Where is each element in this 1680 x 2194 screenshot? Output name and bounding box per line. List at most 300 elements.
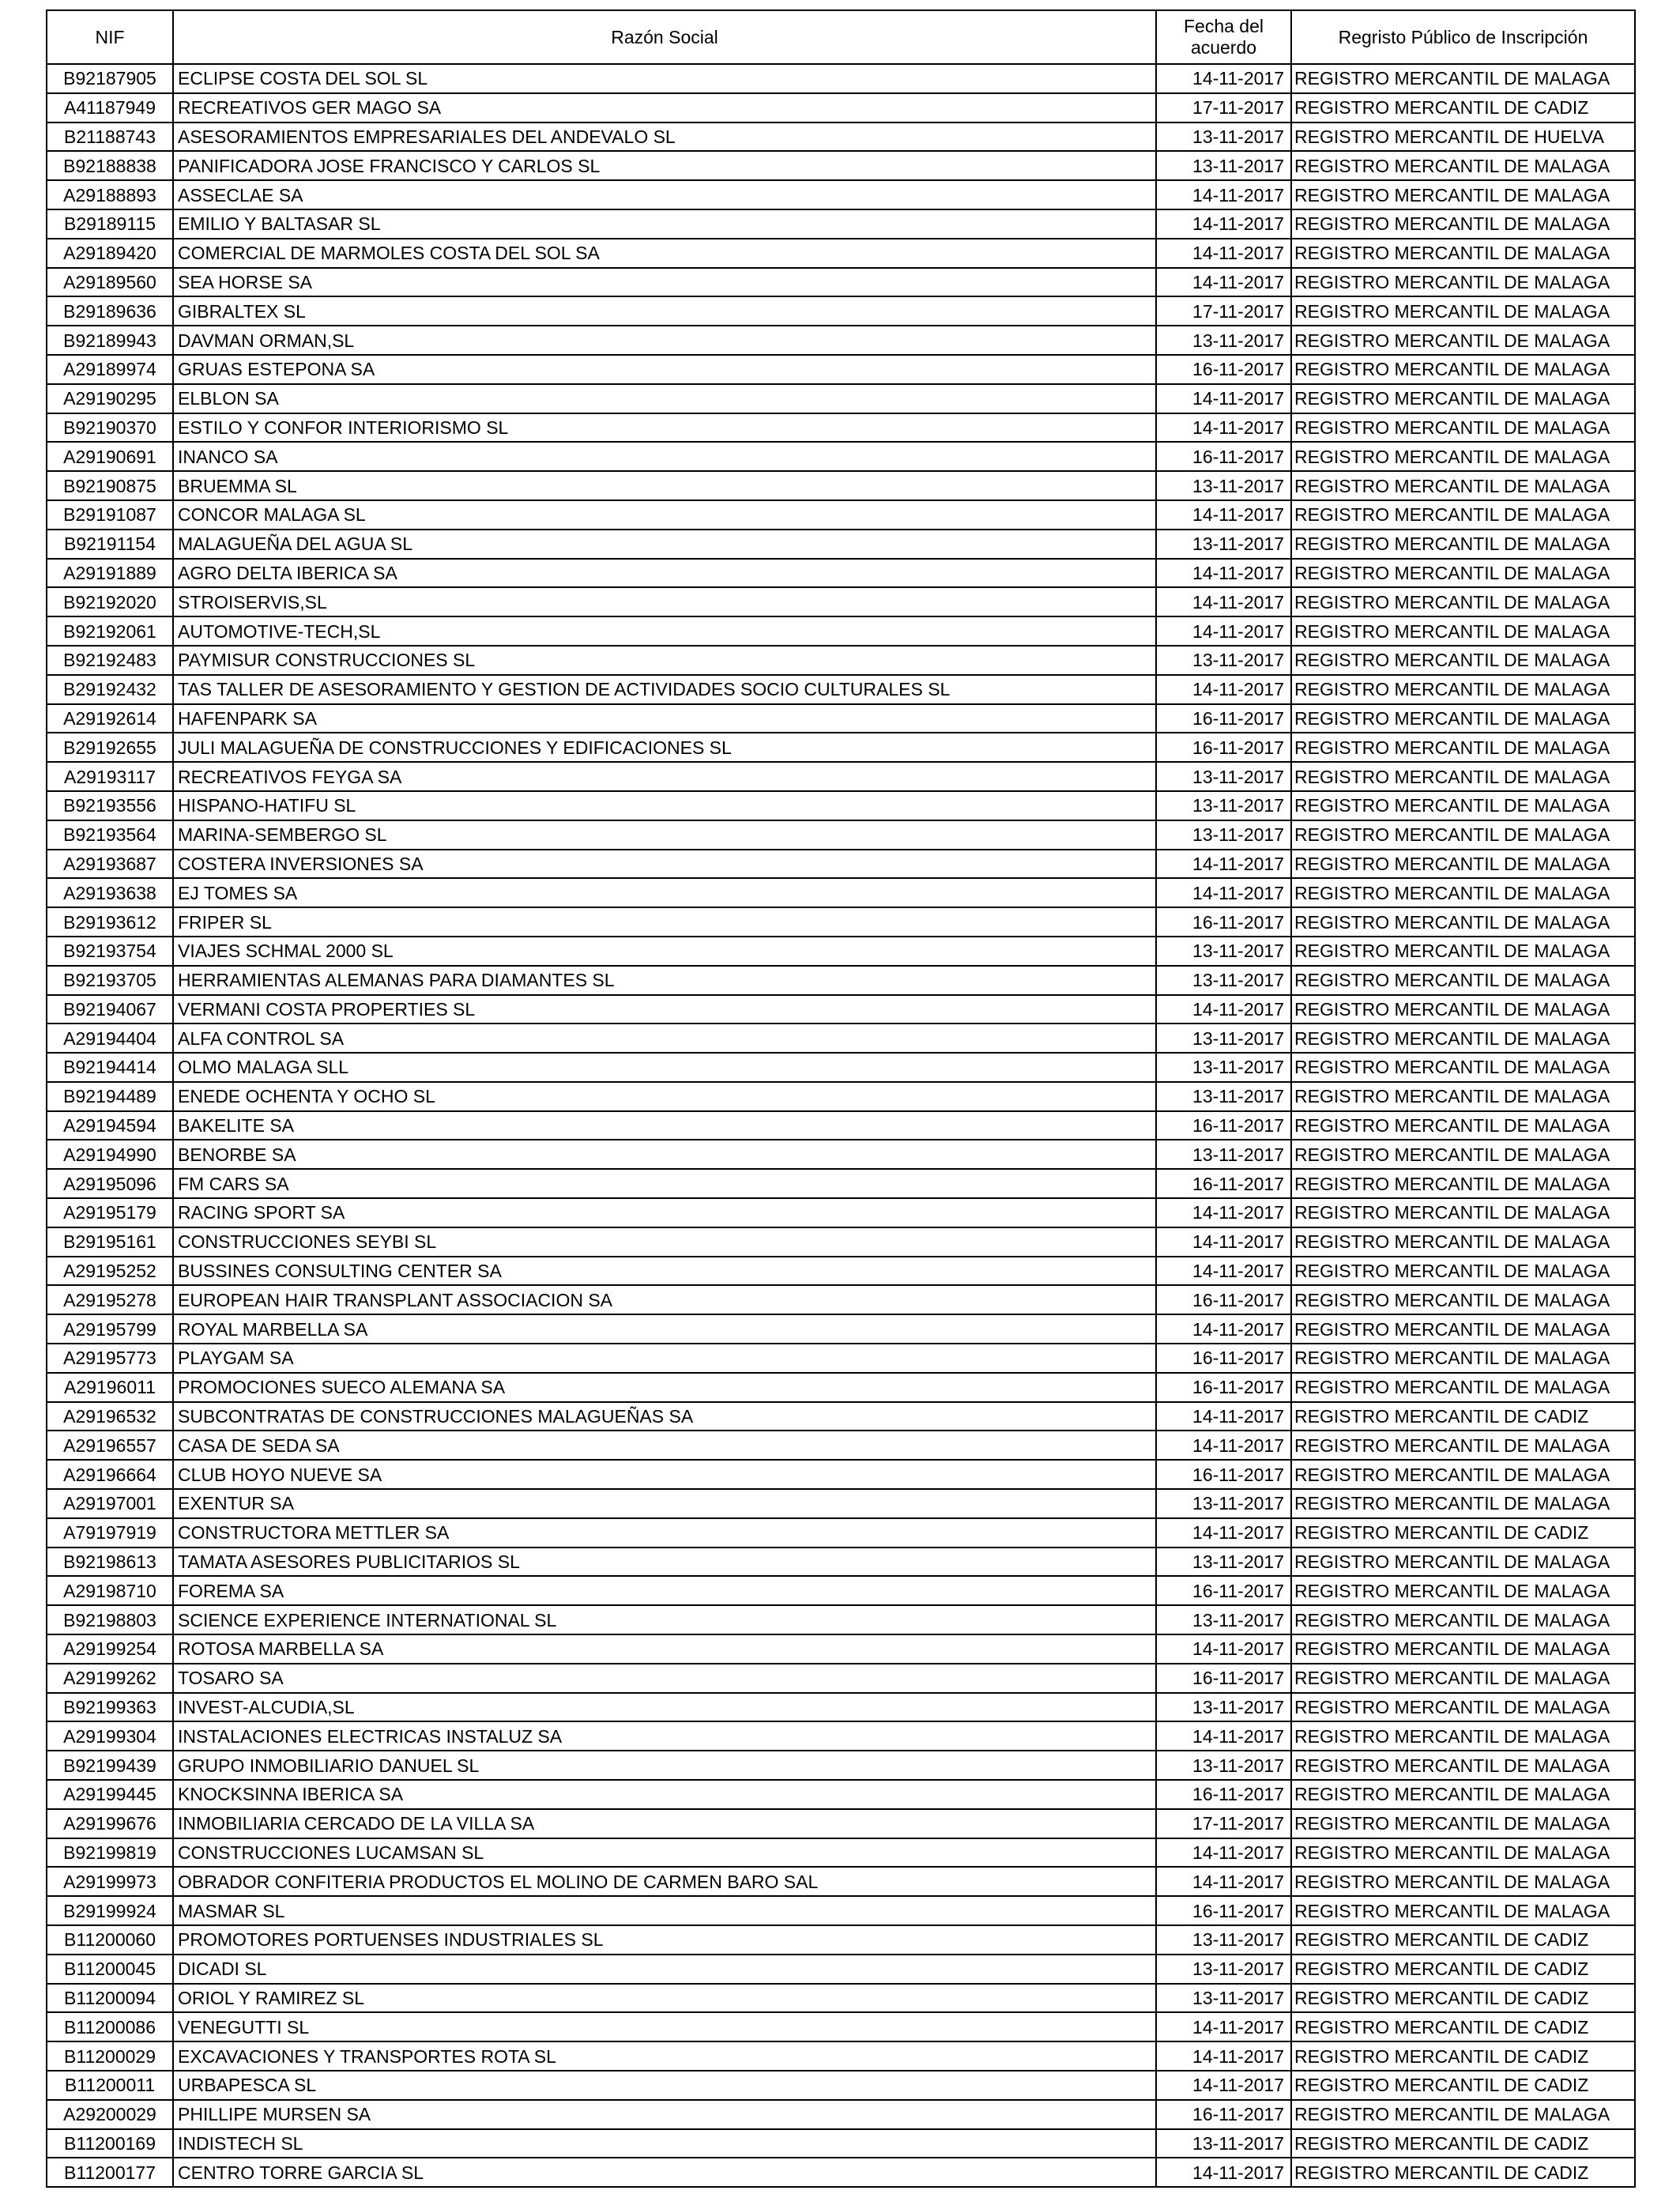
nif-cell: B92193705: [47, 966, 173, 995]
nif-cell: B92193556: [47, 791, 173, 820]
registro-cell: REGISTRO MERCANTIL DE MALAGA: [1291, 355, 1635, 384]
razon-social-cell: PAYMISUR CONSTRUCCIONES SL: [173, 646, 1156, 675]
header-razon-social: Razón Social: [173, 10, 1156, 64]
fecha-cell: 14-11-2017: [1156, 1314, 1291, 1344]
razon-social-cell: HISPANO-HATIFU SL: [173, 791, 1156, 820]
registro-cell: REGISTRO MERCANTIL DE CADIZ: [1291, 2158, 1635, 2187]
registro-cell: REGISTRO MERCANTIL DE MALAGA: [1291, 704, 1635, 733]
registro-cell: REGISTRO MERCANTIL DE MALAGA: [1291, 1140, 1635, 1169]
table-row: [47, 1867, 1635, 1896]
table-row: [47, 762, 1635, 791]
fecha-cell: 13-11-2017: [1156, 1751, 1291, 1780]
table-row: [47, 675, 1635, 704]
nif-cell: B92193754: [47, 937, 173, 966]
registro-cell: REGISTRO MERCANTIL DE MALAGA: [1291, 1373, 1635, 1402]
table-row: [47, 1809, 1635, 1838]
fecha-cell: 16-11-2017: [1156, 442, 1291, 471]
fecha-cell: 14-11-2017: [1156, 384, 1291, 413]
razon-social-cell: HAFENPARK SA: [173, 704, 1156, 733]
table-row: [47, 413, 1635, 443]
table-row: [47, 1751, 1635, 1780]
registro-cell: REGISTRO MERCANTIL DE CADIZ: [1291, 2071, 1635, 2100]
nif-cell: A29195096: [47, 1169, 173, 1198]
nif-cell: B11200177: [47, 2158, 173, 2187]
registro-cell: REGISTRO MERCANTIL DE MALAGA: [1291, 1780, 1635, 1809]
table-row: [47, 2012, 1635, 2041]
header-fecha-acuerdo: [1156, 10, 1291, 64]
fecha-cell: 13-11-2017: [1156, 471, 1291, 500]
registro-cell: REGISTRO MERCANTIL DE MALAGA: [1291, 1664, 1635, 1693]
table-row: [47, 1576, 1635, 1605]
registro-cell: REGISTRO MERCANTIL DE MALAGA: [1291, 1634, 1635, 1664]
razon-social-cell: EUROPEAN HAIR TRANSPLANT ASSOCIACION SA: [173, 1285, 1156, 1314]
fecha-cell: 16-11-2017: [1156, 1169, 1291, 1198]
nif-cell: A29189560: [47, 268, 173, 297]
registro-cell: REGISTRO MERCANTIL DE MALAGA: [1291, 209, 1635, 239]
table-row: [47, 93, 1635, 123]
nif-cell: A41187949: [47, 93, 173, 123]
nif-cell: B92194489: [47, 1082, 173, 1111]
nif-cell: A29194594: [47, 1111, 173, 1140]
nif-cell: A29195179: [47, 1198, 173, 1227]
razon-social-cell: DAVMAN ORMAN,SL: [173, 326, 1156, 355]
razon-social-cell: BRUEMMA SL: [173, 471, 1156, 500]
razon-social-cell: PHILLIPE MURSEN SA: [173, 2100, 1156, 2129]
nif-cell: B11200060: [47, 1925, 173, 1955]
table-row: [47, 733, 1635, 762]
nif-cell: B92194414: [47, 1053, 173, 1082]
nif-cell: A29200029: [47, 2100, 173, 2129]
nif-cell: B92190875: [47, 471, 173, 500]
table-row: [47, 64, 1635, 93]
registro-cell: REGISTRO MERCANTIL DE MALAGA: [1291, 1082, 1635, 1111]
nif-cell: B29195161: [47, 1227, 173, 1257]
razon-social-cell: ROTOSA MARBELLA SA: [173, 1634, 1156, 1664]
nif-cell: A29199445: [47, 1780, 173, 1809]
registro-cell: REGISTRO MERCANTIL DE MALAGA: [1291, 559, 1635, 588]
razon-social-cell: OBRADOR CONFITERIA PRODUCTOS EL MOLINO DE CARMEN BARO SAL: [173, 1867, 1156, 1896]
table-row: [47, 2071, 1635, 2100]
nif-cell: A29199262: [47, 1664, 173, 1693]
fecha-cell: 14-11-2017: [1156, 1867, 1291, 1896]
nif-cell: A29199973: [47, 1867, 173, 1896]
table-row: [47, 1257, 1635, 1286]
registro-cell: REGISTRO MERCANTIL DE MALAGA: [1291, 1867, 1635, 1896]
table-row: [47, 1431, 1635, 1460]
fecha-cell: 14-11-2017: [1156, 675, 1291, 704]
registro-cell: REGISTRO MERCANTIL DE MALAGA: [1291, 413, 1635, 443]
nif-cell: B92187905: [47, 64, 173, 93]
fecha-cell: 13-11-2017: [1156, 937, 1291, 966]
registro-cell: REGISTRO MERCANTIL DE CADIZ: [1291, 1925, 1635, 1955]
fecha-cell: 17-11-2017: [1156, 93, 1291, 123]
table-row: [47, 1227, 1635, 1257]
razon-social-cell: MALAGUEÑA DEL AGUA SL: [173, 530, 1156, 559]
registro-cell: REGISTRO MERCANTIL DE MALAGA: [1291, 1693, 1635, 1722]
header-fecha-line2: acuerdo: [1190, 37, 1257, 58]
registro-cell: REGISTRO MERCANTIL DE MALAGA: [1291, 326, 1635, 355]
table-row: [47, 530, 1635, 559]
table-row: [47, 1896, 1635, 1925]
registro-cell: REGISTRO MERCANTIL DE MALAGA: [1291, 1460, 1635, 1489]
registro-cell: REGISTRO MERCANTIL DE MALAGA: [1291, 820, 1635, 850]
nif-cell: B29189636: [47, 296, 173, 326]
fecha-cell: 16-11-2017: [1156, 1780, 1291, 1809]
nif-cell: B11200086: [47, 2012, 173, 2041]
nif-cell: A29191889: [47, 559, 173, 588]
fecha-cell: 14-11-2017: [1156, 180, 1291, 209]
razon-social-cell: CENTRO TORRE GARCIA SL: [173, 2158, 1156, 2187]
fecha-cell: 13-11-2017: [1156, 1489, 1291, 1518]
razon-social-cell: RACING SPORT SA: [173, 1198, 1156, 1227]
razon-social-cell: EMILIO Y BALTASAR SL: [173, 209, 1156, 239]
registro-cell: REGISTRO MERCANTIL DE MALAGA: [1291, 1838, 1635, 1868]
table-row: [47, 2100, 1635, 2129]
fecha-cell: 16-11-2017: [1156, 907, 1291, 937]
registro-cell: REGISTRO MERCANTIL DE MALAGA: [1291, 1053, 1635, 1082]
razon-social-cell: FM CARS SA: [173, 1169, 1156, 1198]
fecha-cell: 13-11-2017: [1156, 123, 1291, 152]
fecha-cell: 16-11-2017: [1156, 1373, 1291, 1402]
nif-cell: B29199924: [47, 1896, 173, 1925]
razon-social-cell: BAKELITE SA: [173, 1111, 1156, 1140]
fecha-cell: 14-11-2017: [1156, 239, 1291, 268]
nif-cell: A29189420: [47, 239, 173, 268]
registro-cell: REGISTRO MERCANTIL DE MALAGA: [1291, 616, 1635, 646]
registro-cell: REGISTRO MERCANTIL DE MALAGA: [1291, 2100, 1635, 2129]
fecha-cell: 16-11-2017: [1156, 1896, 1291, 1925]
nif-cell: A79197919: [47, 1518, 173, 1547]
table-row: [47, 1925, 1635, 1955]
nif-cell: B92199363: [47, 1693, 173, 1722]
table-row: [47, 878, 1635, 907]
table-row: [47, 384, 1635, 413]
table-row: [47, 1634, 1635, 1664]
nif-cell: B11200045: [47, 1955, 173, 1984]
fecha-cell: 16-11-2017: [1156, 2100, 1291, 2129]
table-row: [47, 1838, 1635, 1868]
registro-cell: REGISTRO MERCANTIL DE MALAGA: [1291, 587, 1635, 616]
razon-social-cell: ESTILO Y CONFOR INTERIORISMO SL: [173, 413, 1156, 443]
nif-cell: A29190295: [47, 384, 173, 413]
fecha-cell: 14-11-2017: [1156, 1198, 1291, 1227]
razon-social-cell: TAMATA ASESORES PUBLICITARIOS SL: [173, 1547, 1156, 1577]
registro-cell: REGISTRO MERCANTIL DE MALAGA: [1291, 239, 1635, 268]
table-row: [47, 2041, 1635, 2071]
fecha-cell: 16-11-2017: [1156, 1285, 1291, 1314]
registro-cell: REGISTRO MERCANTIL DE MALAGA: [1291, 733, 1635, 762]
table-row: [47, 791, 1635, 820]
table-row: [47, 1780, 1635, 1809]
razon-social-cell: BENORBE SA: [173, 1140, 1156, 1169]
registro-cell: REGISTRO MERCANTIL DE CADIZ: [1291, 1955, 1635, 1984]
header-fecha-line1: Fecha del: [1183, 16, 1264, 36]
fecha-cell: 14-11-2017: [1156, 587, 1291, 616]
razon-social-cell: SEA HORSE SA: [173, 268, 1156, 297]
registro-cell: REGISTRO MERCANTIL DE MALAGA: [1291, 995, 1635, 1024]
registro-cell: REGISTRO MERCANTIL DE MALAGA: [1291, 442, 1635, 471]
table-row: [47, 820, 1635, 850]
registro-cell: REGISTRO MERCANTIL DE MALAGA: [1291, 966, 1635, 995]
registro-cell: REGISTRO MERCANTIL DE MALAGA: [1291, 791, 1635, 820]
nif-cell: B92188838: [47, 151, 173, 180]
table-row: [47, 587, 1635, 616]
nif-cell: B29189115: [47, 209, 173, 239]
razon-social-cell: OLMO MALAGA SLL: [173, 1053, 1156, 1082]
table-row: [47, 995, 1635, 1024]
table-row: [47, 1140, 1635, 1169]
fecha-cell: 14-11-2017: [1156, 1257, 1291, 1286]
fecha-cell: 13-11-2017: [1156, 1140, 1291, 1169]
nif-cell: A29192614: [47, 704, 173, 733]
table-row: [47, 1082, 1635, 1111]
registro-cell: REGISTRO MERCANTIL DE MALAGA: [1291, 1111, 1635, 1140]
table-row: [47, 1547, 1635, 1577]
fecha-cell: 13-11-2017: [1156, 1605, 1291, 1634]
registro-cell: REGISTRO MERCANTIL DE MALAGA: [1291, 1227, 1635, 1257]
fecha-cell: 13-11-2017: [1156, 1023, 1291, 1053]
razon-social-cell: INVEST-ALCUDIA,SL: [173, 1693, 1156, 1722]
nif-cell: A29196557: [47, 1431, 173, 1460]
fecha-cell: 14-11-2017: [1156, 268, 1291, 297]
registro-cell: REGISTRO MERCANTIL DE MALAGA: [1291, 646, 1635, 675]
fecha-cell: 14-11-2017: [1156, 1227, 1291, 1257]
table-row: [47, 1605, 1635, 1634]
table-row: [47, 1489, 1635, 1518]
table-row: [47, 1664, 1635, 1693]
registro-cell: REGISTRO MERCANTIL DE MALAGA: [1291, 1431, 1635, 1460]
table-row: [47, 937, 1635, 966]
company-registry-table: [46, 9, 1636, 2188]
table-row: [47, 1518, 1635, 1547]
razon-social-cell: VERMANI COSTA PROPERTIES SL: [173, 995, 1156, 1024]
nif-cell: A29194990: [47, 1140, 173, 1169]
registro-cell: REGISTRO MERCANTIL DE MALAGA: [1291, 1809, 1635, 1838]
fecha-cell: 14-11-2017: [1156, 616, 1291, 646]
registro-cell: REGISTRO MERCANTIL DE MALAGA: [1291, 1896, 1635, 1925]
fecha-cell: 14-11-2017: [1156, 64, 1291, 93]
table-row: [47, 2158, 1635, 2187]
fecha-cell: 16-11-2017: [1156, 355, 1291, 384]
razon-social-cell: INDISTECH SL: [173, 2129, 1156, 2158]
table-row: [47, 1198, 1635, 1227]
table-row: [47, 1344, 1635, 1373]
registro-cell: REGISTRO MERCANTIL DE MALAGA: [1291, 1605, 1635, 1634]
table-row: [47, 500, 1635, 530]
nif-cell: A29189974: [47, 355, 173, 384]
fecha-cell: 13-11-2017: [1156, 646, 1291, 675]
table-row: [47, 151, 1635, 180]
razon-social-cell: SUBCONTRATAS DE CONSTRUCCIONES MALAGUEÑAS SA: [173, 1402, 1156, 1431]
fecha-cell: 13-11-2017: [1156, 1082, 1291, 1111]
razon-social-cell: RECREATIVOS FEYGA SA: [173, 762, 1156, 791]
registro-cell: REGISTRO MERCANTIL DE MALAGA: [1291, 1314, 1635, 1344]
registro-cell: REGISTRO MERCANTIL DE MALAGA: [1291, 1257, 1635, 1286]
nif-cell: B92198613: [47, 1547, 173, 1577]
razon-social-cell: ASESORAMIENTOS EMPRESARIALES DEL ANDEVALO SL: [173, 123, 1156, 152]
table-row: [47, 1693, 1635, 1722]
razon-social-cell: RECREATIVOS GER MAGO SA: [173, 93, 1156, 123]
registro-cell: REGISTRO MERCANTIL DE CADIZ: [1291, 1518, 1635, 1547]
nif-cell: B11200094: [47, 1984, 173, 2013]
fecha-cell: 14-11-2017: [1156, 559, 1291, 588]
nif-cell: B29192432: [47, 675, 173, 704]
nif-cell: B92199439: [47, 1751, 173, 1780]
registro-cell: REGISTRO MERCANTIL DE MALAGA: [1291, 1198, 1635, 1227]
razon-social-cell: VIAJES SCHMAL 2000 SL: [173, 937, 1156, 966]
razon-social-cell: ALFA CONTROL SA: [173, 1023, 1156, 1053]
table-row: [47, 1373, 1635, 1402]
razon-social-cell: TOSARO SA: [173, 1664, 1156, 1693]
nif-cell: B92192020: [47, 587, 173, 616]
razon-social-cell: CONCOR MALAGA SL: [173, 500, 1156, 530]
nif-cell: A29193117: [47, 762, 173, 791]
fecha-cell: 14-11-2017: [1156, 878, 1291, 907]
nif-cell: B92191154: [47, 530, 173, 559]
fecha-cell: 13-11-2017: [1156, 326, 1291, 355]
razon-social-cell: ECLIPSE COSTA DEL SOL SL: [173, 64, 1156, 93]
registro-cell: REGISTRO MERCANTIL DE CADIZ: [1291, 93, 1635, 123]
nif-cell: B29192655: [47, 733, 173, 762]
razon-social-cell: FOREMA SA: [173, 1576, 1156, 1605]
table-row: [47, 326, 1635, 355]
registro-cell: REGISTRO MERCANTIL DE MALAGA: [1291, 1721, 1635, 1751]
fecha-cell: 13-11-2017: [1156, 820, 1291, 850]
fecha-cell: 13-11-2017: [1156, 966, 1291, 995]
nif-cell: A29196532: [47, 1402, 173, 1431]
table-row: [47, 850, 1635, 879]
nif-cell: B11200169: [47, 2129, 173, 2158]
razon-social-cell: PROMOCIONES SUECO ALEMANA SA: [173, 1373, 1156, 1402]
table-row: [47, 1053, 1635, 1082]
fecha-cell: 13-11-2017: [1156, 1053, 1291, 1082]
table-row: [47, 1314, 1635, 1344]
fecha-cell: 14-11-2017: [1156, 1838, 1291, 1868]
razon-social-cell: CONSTRUCCIONES SEYBI SL: [173, 1227, 1156, 1257]
table-row: [47, 1721, 1635, 1751]
fecha-cell: 17-11-2017: [1156, 1809, 1291, 1838]
registro-cell: REGISTRO MERCANTIL DE MALAGA: [1291, 1489, 1635, 1518]
table-row: [47, 1285, 1635, 1314]
razon-social-cell: MASMAR SL: [173, 1896, 1156, 1925]
nif-cell: B29191087: [47, 500, 173, 530]
razon-social-cell: CASA DE SEDA SA: [173, 1431, 1156, 1460]
fecha-cell: 16-11-2017: [1156, 1344, 1291, 1373]
registro-cell: REGISTRO MERCANTIL DE MALAGA: [1291, 1344, 1635, 1373]
registro-cell: REGISTRO MERCANTIL DE MALAGA: [1291, 1023, 1635, 1053]
table-row: [47, 1984, 1635, 2013]
registro-cell: REGISTRO MERCANTIL DE MALAGA: [1291, 384, 1635, 413]
razon-social-cell: KNOCKSINNA IBERICA SA: [173, 1780, 1156, 1809]
razon-social-cell: PLAYGAM SA: [173, 1344, 1156, 1373]
nif-cell: B92192483: [47, 646, 173, 675]
registro-cell: REGISTRO MERCANTIL DE MALAGA: [1291, 762, 1635, 791]
nif-cell: A29195799: [47, 1314, 173, 1344]
nif-cell: A29188893: [47, 180, 173, 209]
razon-social-cell: ASSECLAE SA: [173, 180, 1156, 209]
nif-cell: A29190691: [47, 442, 173, 471]
header-nif: NIF: [47, 10, 173, 64]
razon-social-cell: GRUAS ESTEPONA SA: [173, 355, 1156, 384]
table-row: [47, 1460, 1635, 1489]
table-body: [47, 64, 1635, 2187]
table-row: [47, 559, 1635, 588]
nif-cell: A29193687: [47, 850, 173, 879]
fecha-cell: 13-11-2017: [1156, 791, 1291, 820]
nif-cell: A29194404: [47, 1023, 173, 1053]
razon-social-cell: SCIENCE EXPERIENCE INTERNATIONAL SL: [173, 1605, 1156, 1634]
fecha-cell: 16-11-2017: [1156, 1576, 1291, 1605]
fecha-cell: 13-11-2017: [1156, 151, 1291, 180]
registro-cell: REGISTRO MERCANTIL DE MALAGA: [1291, 850, 1635, 879]
registro-cell: REGISTRO MERCANTIL DE MALAGA: [1291, 471, 1635, 500]
nif-cell: A29199676: [47, 1809, 173, 1838]
nif-cell: B21188743: [47, 123, 173, 152]
nif-cell: A29198710: [47, 1576, 173, 1605]
fecha-cell: 14-11-2017: [1156, 413, 1291, 443]
table-row: [47, 1023, 1635, 1053]
razon-social-cell: EXENTUR SA: [173, 1489, 1156, 1518]
razon-social-cell: PROMOTORES PORTUENSES INDUSTRIALES SL: [173, 1925, 1156, 1955]
table-row: [47, 180, 1635, 209]
nif-cell: A29195252: [47, 1257, 173, 1286]
fecha-cell: 14-11-2017: [1156, 1721, 1291, 1751]
razon-social-cell: MARINA-SEMBERGO SL: [173, 820, 1156, 850]
nif-cell: A29196664: [47, 1460, 173, 1489]
registro-cell: REGISTRO MERCANTIL DE CADIZ: [1291, 2129, 1635, 2158]
fecha-cell: 14-11-2017: [1156, 2012, 1291, 2041]
registro-cell: REGISTRO MERCANTIL DE MALAGA: [1291, 268, 1635, 297]
registro-cell: REGISTRO MERCANTIL DE MALAGA: [1291, 500, 1635, 530]
nif-cell: B92189943: [47, 326, 173, 355]
table-row: [47, 471, 1635, 500]
fecha-cell: 17-11-2017: [1156, 296, 1291, 326]
fecha-cell: 14-11-2017: [1156, 1634, 1291, 1664]
registro-cell: REGISTRO MERCANTIL DE MALAGA: [1291, 1169, 1635, 1198]
nif-cell: A29199254: [47, 1634, 173, 1664]
razon-social-cell: PANIFICADORA JOSE FRANCISCO Y CARLOS SL: [173, 151, 1156, 180]
razon-social-cell: HERRAMIENTAS ALEMANAS PARA DIAMANTES SL: [173, 966, 1156, 995]
razon-social-cell: CONSTRUCCIONES LUCAMSAN SL: [173, 1838, 1156, 1868]
fecha-cell: 14-11-2017: [1156, 995, 1291, 1024]
razon-social-cell: STROISERVIS,SL: [173, 587, 1156, 616]
fecha-cell: 13-11-2017: [1156, 1547, 1291, 1577]
registro-cell: REGISTRO MERCANTIL DE HUELVA: [1291, 123, 1635, 152]
table-row: [47, 2129, 1635, 2158]
nif-cell: B92190370: [47, 413, 173, 443]
fecha-cell: 14-11-2017: [1156, 2158, 1291, 2187]
razon-social-cell: FRIPER SL: [173, 907, 1156, 937]
table-row: [47, 1955, 1635, 1984]
registro-cell: REGISTRO MERCANTIL DE MALAGA: [1291, 180, 1635, 209]
registro-cell: REGISTRO MERCANTIL DE MALAGA: [1291, 1751, 1635, 1780]
nif-cell: A29199304: [47, 1721, 173, 1751]
fecha-cell: 14-11-2017: [1156, 1402, 1291, 1431]
registro-cell: REGISTRO MERCANTIL DE MALAGA: [1291, 675, 1635, 704]
registro-cell: REGISTRO MERCANTIL DE MALAGA: [1291, 151, 1635, 180]
registro-cell: REGISTRO MERCANTIL DE CADIZ: [1291, 2012, 1635, 2041]
razon-social-cell: EJ TOMES SA: [173, 878, 1156, 907]
razon-social-cell: CONSTRUCTORA METTLER SA: [173, 1518, 1156, 1547]
table-row: [47, 704, 1635, 733]
razon-social-cell: ENEDE OCHENTA Y OCHO SL: [173, 1082, 1156, 1111]
nif-cell: B92199819: [47, 1838, 173, 1868]
registro-cell: REGISTRO MERCANTIL DE CADIZ: [1291, 1984, 1635, 2013]
nif-cell: B92192061: [47, 616, 173, 646]
fecha-cell: 16-11-2017: [1156, 704, 1291, 733]
table-row: [47, 1169, 1635, 1198]
razon-social-cell: CLUB HOYO NUEVE SA: [173, 1460, 1156, 1489]
